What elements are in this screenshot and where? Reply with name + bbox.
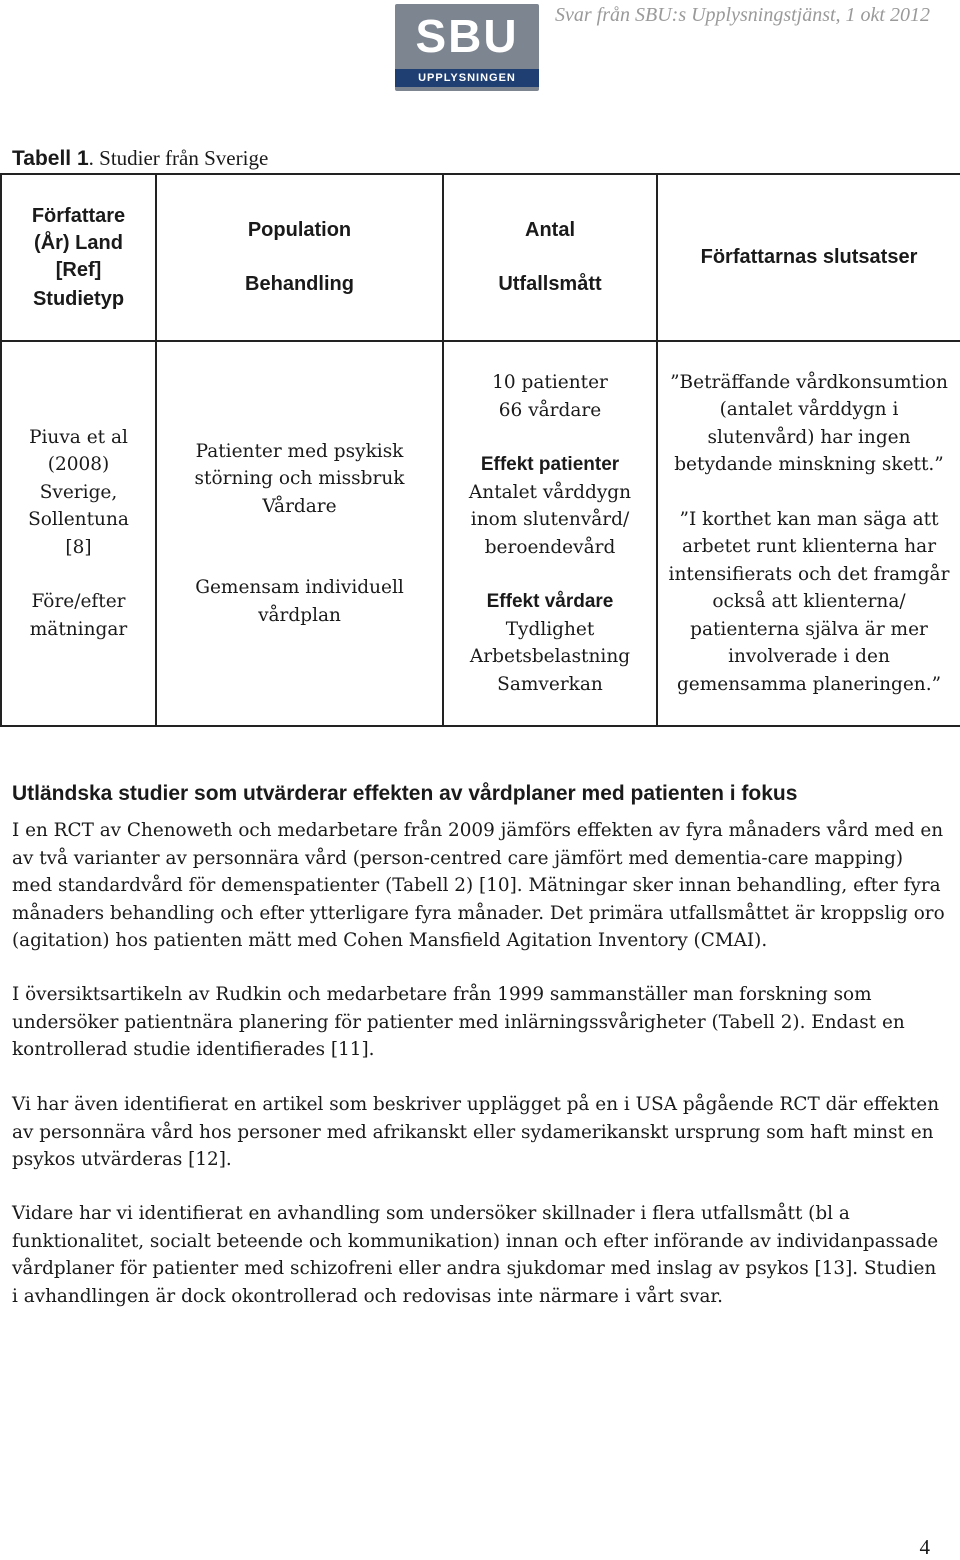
table-row [1,341,960,726]
table-header-row [1,174,960,341]
header-count-line: Antal [525,219,575,241]
cell-population [156,341,443,726]
cell-study-line: Sverige, [39,481,118,503]
cell-study [1,341,156,726]
effect-patients-line: Antalet vårddygn [468,481,632,503]
header-author-line: Studietyp [32,287,125,310]
section-heading: Utländska studier som utvärderar effekten av vårdplaner med patienten i fokus [12,782,798,805]
header-count [443,174,657,341]
effect-patients-line: beroendevård [484,536,616,558]
cell-population-line: störning och missbruk [194,468,405,490]
table-caption [12,146,268,171]
header-count-line: Utfallsmått [498,273,602,295]
header-population [156,174,443,341]
body-paragraph: I översiktsartikeln av Rudkin och medarbetare från 1999 sammanställer man forskning som undersöker patientnära planering för patienter med inlärningssvårigheter (Tabell 2). Endast en kontrollerad studie identifierades [11]. [12,984,905,1060]
cell-study-line: Sollentuna [28,509,129,531]
effect-patients-line: inom slutenvård/ [470,509,630,530]
cell-count-line: 10 patienter [492,372,608,393]
header-population-line: Behandling [245,273,354,295]
header-author-line: Författare [31,204,126,227]
page-number: 4 [919,1535,930,1559]
header-author [1,174,156,341]
body-paragraph: Vidare har vi identifierat en avhandling som undersöker skillnader i flera utfallsmått (bl a funktionalitet, socialt beteende och kommunikation) innan och efter införande av individanpassade vårdplaner för patienter med schizofreni eller andra sjukdomar med inslag av psykos [13]. Studien i avhandlingen är dock okontrollerad och redovisas inte närmare i vårt svar. [12,1203,939,1307]
cell-population-line: Patienter med psykisk [195,440,404,462]
cell-study-line: [8] [65,536,92,558]
table-caption-label: Tabell 1 [12,147,89,170]
header-author-line: [Ref] [55,258,102,281]
body-paragraph: Vi har även identifierat en artikel som beskriver upplägget på en i USA pågående RCT där effekten av personnära vård hos personer med afrikanskt eller sydamerikanskt ursprung som haft minst en psykos utvärderas [12]. [12,1094,940,1170]
cell-outcomes [443,341,657,726]
running-header: Svar från SBU:s Upplysningstjänst, 1 okt 2012 [555,4,930,26]
conclusion-quote: ”Beträffande vårdkonsumtion (antalet vårddygn i slutenvård) har ingen betydande minskning skett.” [670,371,948,476]
cell-study-line: mätningar [29,618,128,640]
body-paragraph: I en RCT av Chenoweth och medarbetare från 2009 jämförs effekten av fyra månaders vård med en av två varianter av personnära vård (person-centred care jämfört med dementia-care mapping) med standardvård för demenspatienter (Tabell 2) [10]. Mätningar sker innan behandling, efter fyra månaders behandling och efter ytterligare fyra månader. Det primära utfallsmåttet är kroppslig oro (agitation) hos patienten mätt med Cohen Mansfield Agitation Inventory (CMAI). [12,820,945,951]
cell-conclusions [657,341,960,726]
cell-study-line: Piuva et al [29,426,128,448]
table-caption-text: . Studier från Sverige [88,146,269,170]
cell-population-line: Gemensam individuell [195,577,404,599]
studies-table [0,173,960,727]
header-population-line: Population [247,219,352,241]
cell-count-line: 66 vårdare [498,399,602,421]
effect-carers-line: Arbetsbelastning [469,646,631,667]
header-author-line: (År) Land [34,231,123,254]
sbu-logo [395,4,539,91]
logo-main-text: SBU [415,10,519,62]
effect-carers-label: Effekt vårdare [486,591,614,612]
conclusion-quote: ”I korthet kan man säga att arbetet runt klienterna har intensifierats och det framgår också att klienterna/ patienterna själva är mer involverade i den gemensamma planeringen.” [668,508,950,695]
cell-population-line: Vårdare [262,495,337,517]
header-conclusions: Författarnas slutsatser [657,174,960,341]
cell-study-line: (2008) [47,454,110,476]
logo-sub-text: UPPLYSNINGEN [395,69,539,87]
effect-patients-label: Effekt patienter [480,454,620,475]
effect-carers-line: Tydlighet [505,618,595,640]
cell-study-line: Före/efter [31,591,126,613]
cell-population-line: vårdplan [258,604,341,626]
effect-carers-line: Samverkan [497,673,603,695]
